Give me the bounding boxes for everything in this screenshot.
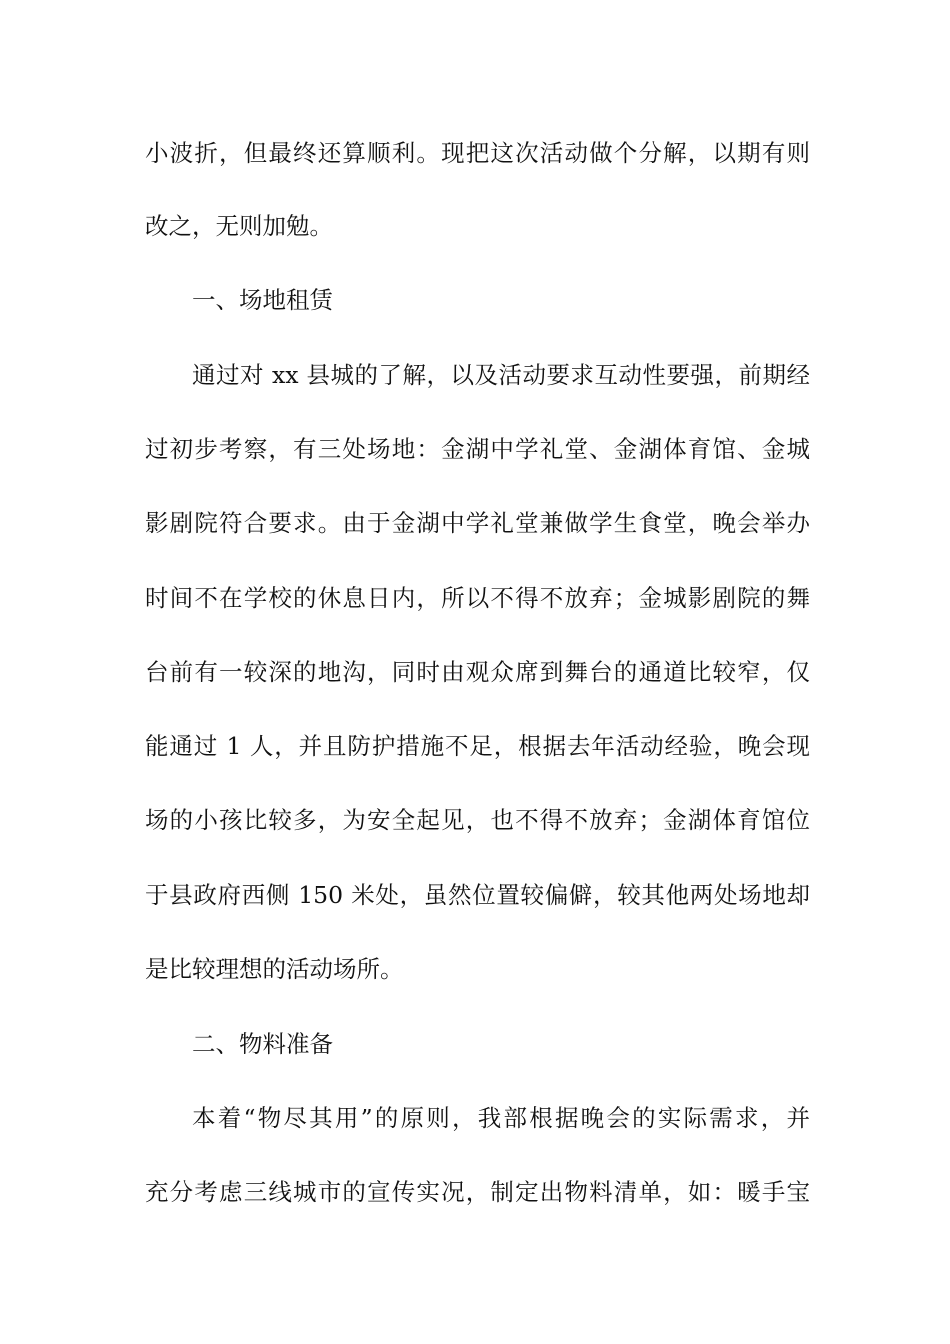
body-text-line: 于县政府西侧 150 米处，虽然位置较偏僻，较其他两处场地却 xyxy=(145,881,810,909)
body-text-line: 场的小孩比较多，为安全起见，也不得不放弃；金湖体育馆位 xyxy=(145,806,810,834)
body-text-line: 是比较理想的活动场所。 xyxy=(145,955,404,983)
body-text-line: 影剧院符合要求。由于金湖中学礼堂兼做学生食堂，晚会举办 xyxy=(145,509,810,537)
body-text-line: 通过对 xx 县城的了解，以及活动要求互动性要强，前期经 xyxy=(192,361,810,389)
body-text-line: 改之，无则加勉。 xyxy=(145,212,333,240)
body-text-line: 能通过 1 人，并且防护措施不足，根据去年活动经验，晚会现 xyxy=(145,732,810,760)
section-heading: 一、场地租赁 xyxy=(192,286,333,314)
section-heading: 二、物料准备 xyxy=(192,1030,333,1058)
body-text-line: 台前有一较深的地沟，同时由观众席到舞台的通道比较窄，仅 xyxy=(145,658,810,686)
body-text-line: 充分考虑三线城市的宣传实况，制定出物料清单，如：暖手宝 xyxy=(145,1178,810,1206)
body-text-line: 过初步考察，有三处场地：金湖中学礼堂、金湖体育馆、金城 xyxy=(145,435,810,463)
body-text-line: 时间不在学校的休息日内，所以不得不放弃；金城影剧院的舞 xyxy=(145,584,810,612)
body-text-line: 本着“物尽其用”的原则，我部根据晚会的实际需求，并 xyxy=(192,1104,810,1132)
body-text-line: 小波折，但最终还算顺利。现把这次活动做个分解，以期有则 xyxy=(145,139,810,167)
